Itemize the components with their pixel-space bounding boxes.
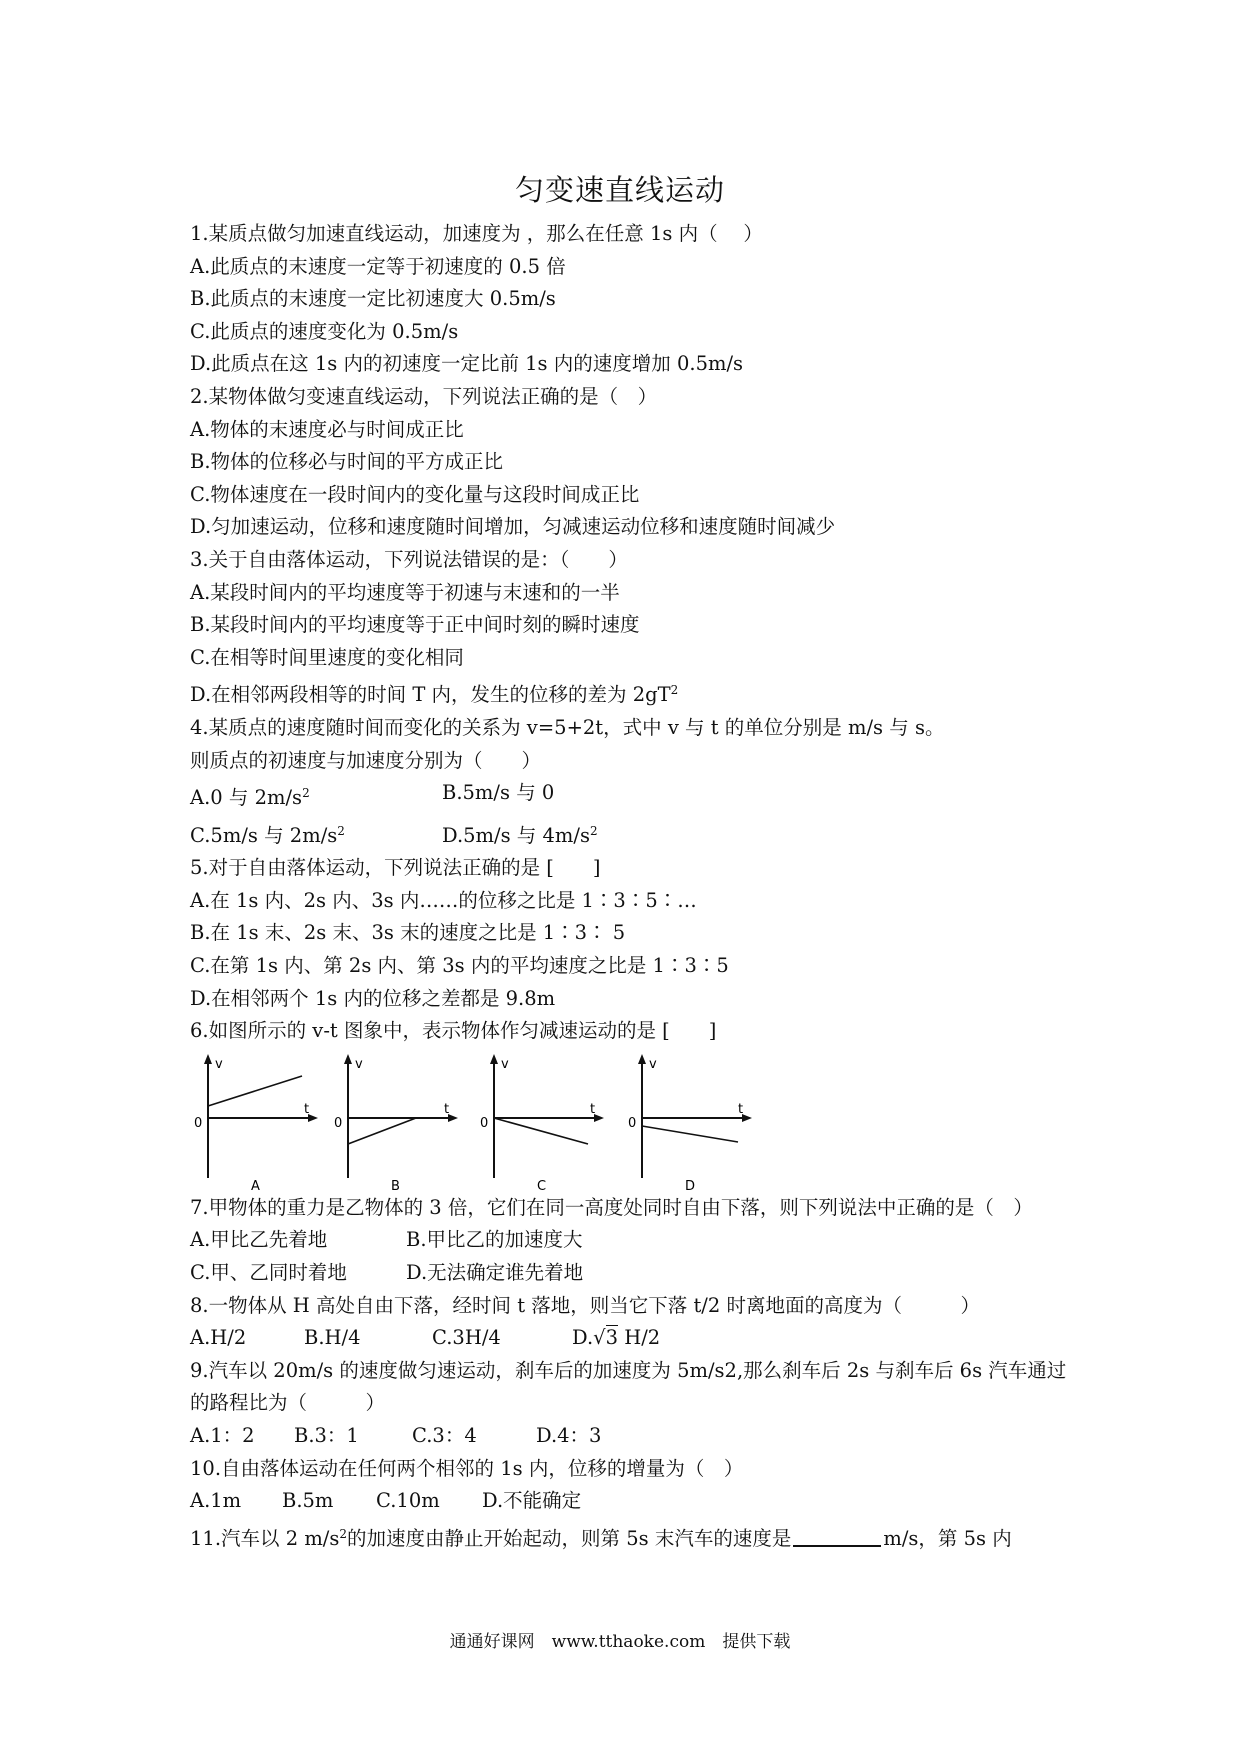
q7-options-row-1 bbox=[190, 1224, 1070, 1257]
q5-option-b: B.在 1s 末、2s 末、3s 末的速度之比是 1∶3∶ 5 bbox=[190, 921, 626, 945]
q9-option-d: D.4：3 bbox=[536, 1424, 602, 1447]
q10-option-d: D.不能确定 bbox=[482, 1489, 582, 1513]
answer-blank[interactable] bbox=[793, 1525, 881, 1547]
q8-stem: 8.一物体从 H 高处自由下落，经时间 t 落地，则当它下落 t/2 时离地面的高度为（ ） bbox=[190, 1293, 980, 1317]
q2-option-c: C.物体速度在一段时间内的变化量与这段时间成正比 bbox=[190, 482, 640, 506]
graph-label-c: C bbox=[537, 1178, 547, 1192]
q4-option-c-superscript: 2 bbox=[337, 823, 345, 838]
q3-option-c: C.在相等时间里速度的变化相同 bbox=[190, 645, 464, 669]
t-axis-arrow bbox=[308, 1114, 318, 1122]
q10-stem: 10.自由落体运动在任何两个相邻的 1s 内，位移的增量为（ ） bbox=[190, 1456, 744, 1480]
q11-stem bbox=[190, 1518, 1070, 1556]
q3-option-d bbox=[190, 674, 1070, 712]
t-axis-label: t bbox=[738, 1101, 744, 1117]
graph-label-d: D bbox=[685, 1178, 696, 1192]
q1-option-d: D.此质点在这 1s 内的初速度一定比前 1s 内的速度增加 0.5m/s bbox=[190, 352, 744, 376]
q7-options-row-2 bbox=[190, 1257, 1070, 1290]
q4-option-c bbox=[190, 815, 442, 853]
q6-graph-b bbox=[330, 1050, 460, 1192]
page-footer: 通通好课网 www.tthaoke.com 提供下载 bbox=[449, 1632, 791, 1652]
origin-label: 0 bbox=[194, 1115, 203, 1131]
q4-stem-continued: 则质点的初速度与加速度分别为（ ） bbox=[190, 748, 542, 772]
v-axis-label: v bbox=[215, 1056, 223, 1072]
v-axis-label: v bbox=[355, 1056, 363, 1072]
q5-option-a: A.在 1s 内、2s 内、3s 内……的位移之比是 1∶3∶5∶… bbox=[190, 888, 697, 912]
graph-label-b: B bbox=[391, 1178, 400, 1192]
q11-stem-superscript: 2 bbox=[339, 1526, 348, 1541]
q8-option-d-root: 3 bbox=[605, 1326, 618, 1350]
vt-line bbox=[348, 1118, 416, 1144]
q4-option-d bbox=[442, 815, 598, 853]
q7-option-c: C.甲、乙同时着地 bbox=[190, 1261, 347, 1285]
q1-option-b: B.此质点的末速度一定比初速度大 0.5m/s bbox=[190, 287, 556, 311]
t-axis-label: t bbox=[590, 1101, 596, 1117]
q5-option-d: D.在相邻两个 1s 内的位移之差都是 9.8m bbox=[190, 986, 556, 1010]
v-axis-arrow bbox=[204, 1054, 212, 1064]
q6-graph-a bbox=[190, 1050, 320, 1192]
question-list bbox=[190, 218, 1070, 1555]
q1-option-a: A.此质点的末速度一定等于初速度的 0.5 倍 bbox=[190, 254, 566, 278]
q7-option-a: A.甲比乙先着地 bbox=[190, 1228, 328, 1252]
v-axis-label: v bbox=[649, 1056, 657, 1072]
q4-options-row-2 bbox=[190, 815, 1070, 853]
q6-graph-d bbox=[624, 1050, 754, 1192]
q6-graph-c bbox=[476, 1050, 606, 1192]
q8-option-d-prefix: D. bbox=[572, 1326, 594, 1350]
t-axis-label: t bbox=[444, 1101, 450, 1117]
q8-options bbox=[190, 1322, 1070, 1355]
q2-option-d: D.匀加速运动，位移和速度随时间增加，匀减速运动位移和速度随时间减少 bbox=[190, 515, 836, 539]
q11-stem-post: m/s，第 5s 内 bbox=[883, 1526, 1012, 1550]
q7-option-d: D.无法确定谁先着地 bbox=[406, 1261, 584, 1285]
q9-options bbox=[190, 1420, 1070, 1453]
q10-option-c: C.10m bbox=[376, 1489, 440, 1513]
q7-stem: 7.甲物体的重力是乙物体的 3 倍，它们在同一高度处同时自由下落，则下列说法中正确的是（ ） bbox=[190, 1195, 1033, 1219]
q4-option-a-text: A.0 与 2m/s bbox=[190, 786, 303, 810]
q9-option-b: B.3：1 bbox=[294, 1424, 359, 1447]
vt-line bbox=[642, 1126, 738, 1142]
q8-option-d-suffix: H/2 bbox=[624, 1326, 661, 1350]
q3-stem: 3.关于自由落体运动，下列说法错误的是：（ ） bbox=[190, 547, 628, 571]
q9-option-c: C.3：4 bbox=[412, 1424, 477, 1447]
origin-label: 0 bbox=[628, 1115, 637, 1131]
q4-option-c-text: C.5m/s 与 2m/s bbox=[190, 823, 338, 847]
q5-stem: 5.对于自由落体运动，下列说法正确的是 [ ] bbox=[190, 856, 601, 880]
q10-option-a: A.1m bbox=[190, 1489, 242, 1513]
q11-stem-mid: 的加速度由静止开始起动，则第 5s 末汽车的速度是 bbox=[347, 1526, 792, 1550]
q4-option-a-superscript: 2 bbox=[302, 786, 310, 801]
page-title: 匀变速直线运动 bbox=[514, 173, 725, 207]
q4-option-d-superscript: 2 bbox=[589, 823, 598, 838]
q4-option-a bbox=[190, 777, 442, 815]
t-axis-arrow bbox=[448, 1114, 458, 1122]
vt-line bbox=[208, 1076, 302, 1106]
v-axis-arrow bbox=[490, 1054, 498, 1064]
q8-option-d bbox=[572, 1322, 660, 1355]
vt-line bbox=[494, 1118, 588, 1144]
origin-label: 0 bbox=[480, 1115, 489, 1131]
q6-graphs bbox=[190, 1050, 1070, 1192]
v-axis-arrow bbox=[344, 1054, 352, 1064]
origin-label: 0 bbox=[334, 1115, 343, 1131]
q2-stem: 2.某物体做匀变速直线运动，下列说法正确的是（ ） bbox=[190, 384, 658, 408]
v-axis-label: v bbox=[501, 1056, 509, 1072]
q9-option-a: A.1：2 bbox=[190, 1424, 255, 1447]
q8-option-b: B.H/4 bbox=[304, 1326, 361, 1350]
q9-stem: 9.汽车以 20m/s 的速度做匀速运动，刹车后的加速度为 5m/s2,那么刹车后 2s 与刹车后 6s 汽车通过的路程比为（ ） bbox=[190, 1358, 1067, 1415]
t-axis-arrow bbox=[742, 1114, 752, 1122]
q10-options bbox=[190, 1485, 1070, 1518]
t-axis-label: t bbox=[304, 1101, 310, 1117]
q1-stem: 1.某质点做匀加速直线运动，加速度为 ，那么在任意 1s 内（ ） bbox=[190, 222, 763, 245]
q5-option-c: C.在第 1s 内、第 2s 内、第 3s 内的平均速度之比是 1∶3∶5 bbox=[190, 954, 729, 978]
q3-option-d-superscript: 2 bbox=[670, 683, 679, 698]
q3-option-d-text: D.在相邻两段相等的时间 T 内，发生的位移的差为 2gT bbox=[190, 683, 671, 707]
graph-label-a: A bbox=[251, 1178, 260, 1192]
q2-option-a: A.物体的末速度必与时间成正比 bbox=[190, 417, 464, 441]
q3-option-a: A.某段时间内的平均速度等于初速与末速和的一半 bbox=[190, 580, 620, 604]
q10-option-b: B.5m bbox=[282, 1489, 334, 1513]
q4-options-row-1 bbox=[190, 777, 1070, 815]
q4-stem: 4.某质点的速度随时间而变化的关系为 v=5+2t，式中 v 与 t 的单位分别是 m/s 与 s。 bbox=[190, 715, 945, 739]
q3-option-b: B.某段时间内的平均速度等于正中间时刻的瞬时速度 bbox=[190, 613, 640, 637]
t-axis-arrow bbox=[594, 1114, 604, 1122]
q2-option-b: B.物体的位移必与时间的平方成正比 bbox=[190, 450, 504, 474]
sqrt-symbol: √ bbox=[593, 1326, 606, 1350]
q4-option-d-text: D.5m/s 与 4m/s bbox=[442, 823, 590, 847]
v-axis-arrow bbox=[638, 1054, 646, 1064]
q7-option-b: B.甲比乙的加速度大 bbox=[406, 1228, 583, 1252]
q8-option-c: C.3H/4 bbox=[432, 1326, 501, 1350]
q4-option-b: B.5m/s 与 0 bbox=[442, 781, 555, 805]
q11-stem-pre: 11.汽车以 2 m/s bbox=[190, 1526, 340, 1550]
q8-option-a: A.H/2 bbox=[190, 1326, 247, 1350]
q6-stem: 6.如图所示的 v-t 图象中，表示物体作匀减速运动的是 [ ] bbox=[190, 1019, 717, 1043]
q1-option-c: C.此质点的速度变化为 0.5m/s bbox=[190, 319, 459, 343]
